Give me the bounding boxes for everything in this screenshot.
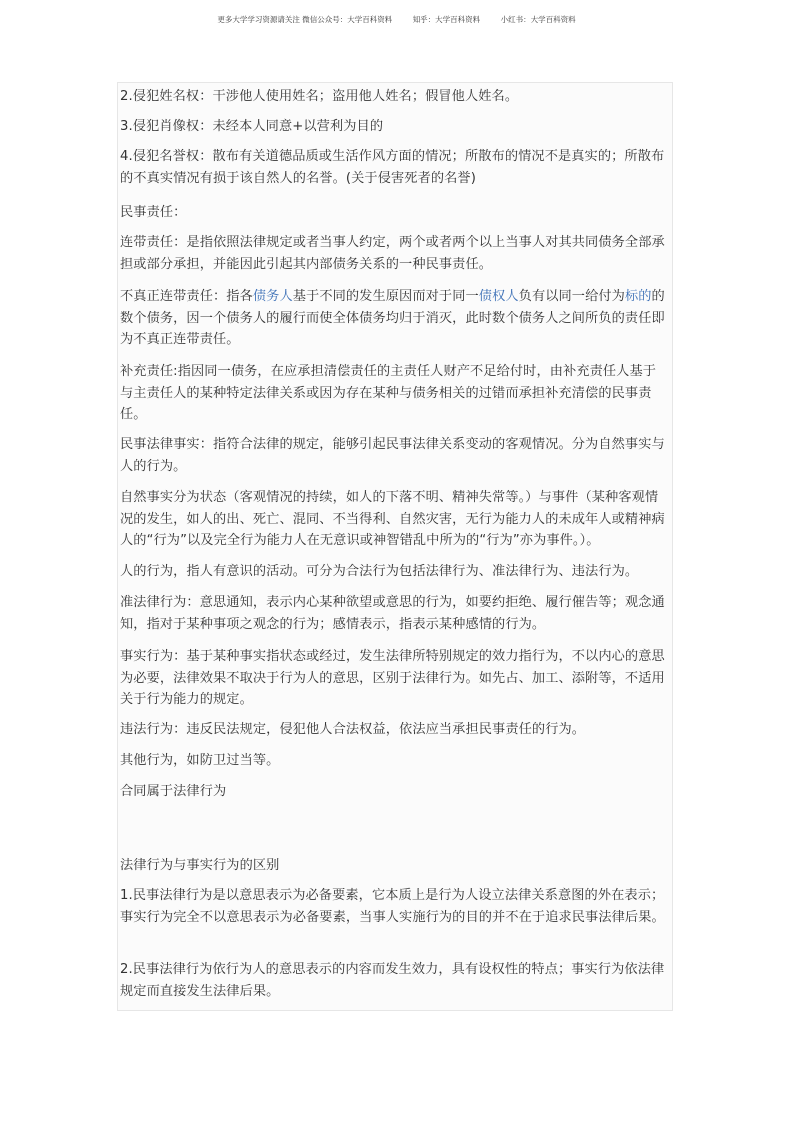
paragraph-quasi-legal-acts: 准法律行为：意思通知，表示内心某种欲望或意思的行为，如要约拒绝、履行催告等；观念通知，指对于某种事项之观念的行为；感情表示，指表示某种感情的行为。 (120, 595, 665, 632)
paragraph-natural-facts: 自然事实分为状态（客观情况的持续，如人的下落不明、精神失常等。）与事件（某种客观情况的发生，如人的出、死亡、混同、不当得利、自然灾害，无行为能力人的未成年人或精神病人的“行为”以及完全行为能力人在无意识或神智错乱中所为的“行为”亦为事件。）。 (120, 490, 665, 548)
paragraph-civil-liability-heading: 民事责任： (120, 205, 187, 220)
paragraph-contract-note: 合同属于法律行为 (120, 784, 227, 799)
p6-text-3: 负有以同一给付为 (518, 289, 625, 304)
subject-matter-link[interactable]: 标的 (624, 289, 652, 304)
p6-text-2: 基于不同的发生原因而对于同一 (292, 289, 479, 304)
paragraph-civil-legal-facts: 民事法律事实：指符合法律的规定，能够引起民事法律关系变动的客观情况。分为自然事实与人的行为。 (120, 437, 665, 474)
paragraph-reputation-right: 4.侵犯名誉权：散布有关道德品质或生活作风方面的情况；所散布的情况不是真实的；所散布的不真实情况有损于该自然人的名誉。(关于侵害死者的名誉) (120, 149, 665, 186)
paragraph-distinction-1: 1.民事法律行为是以意思表示为必备要素，它本质上是行为人设立法律关系意图的外在表示；事实行为完全不以意思表示为必备要素，当事人实施行为的目的并不在于追求民事法律后果。 (120, 888, 665, 925)
paragraph-supplementary-liability: 补充责任:指因同一债务，在应承担清偿责任的主责任人财产不足给付时，由补充责任人基于与主责任人的某种特定法律关系或因为存在某种与债务相关的过错而承担补充清偿的民事责任。 (120, 364, 657, 422)
paragraph-human-acts: 人的行为，指人有意识的活动。可分为合法行为包括法律行为、准法律行为、违法行为。 (120, 564, 639, 579)
paragraph-other-acts: 其他行为，如防卫过当等。 (120, 753, 280, 768)
paragraph-name-right: 2.侵犯姓名权：干涉他人使用姓名；盗用他人姓名；假冒他人姓名。 (120, 89, 519, 104)
paragraph-distinction-2: 2.民事法律行为依行为人的意思表示的内容而发生效力，具有设权性的特点；事实行为依法律规定而直接发生法律后果。 (120, 962, 665, 999)
content-box (117, 82, 673, 1011)
page-header (0, 14, 793, 25)
paragraph-portrait-right: 3.侵犯肖像权：未经本人同意+以营利为目的 (120, 119, 384, 134)
paragraph-illegal-acts: 违法行为：违反民法规定，侵犯他人合法权益，依法应当承担民事责任的行为。 (120, 722, 586, 737)
header-wechat-note: 更多大学学习资源请关注 微信公众号：大学百科资料 (217, 15, 393, 24)
paragraph-non-genuine-joint-liability (120, 286, 669, 351)
header-xiaohongshu-note: 小红书：大学百科资料 (500, 15, 576, 24)
p6-text-4: 的数个债务，因一个债务人的履行而使全体债务均归于消灭，此时数个债务人之间所负的责任即为不真正连带责任。 (120, 289, 665, 347)
p6-text-1: 不真正连带责任：指各 (120, 289, 253, 304)
section-heading-distinction: 法律行为与事实行为的区别 (120, 858, 280, 873)
paragraph-factual-acts: 事实行为：基于某种事实指状态或经过，发生法律所特别规定的效力指行为，不以内心的意思为必要，法律效果不取决于行为人的意思，区别于法律行为。如先占、加工、添附等，不适用关于行为能力的规定。 (120, 649, 665, 707)
paragraph-joint-liability: 连带责任：是指依照法律规定或者当事人约定，两个或者两个以上当事人对其共同债务全部承担或部分承担，并能因此引起其内部债务关系的一种民事责任。 (120, 235, 665, 272)
creditor-link[interactable]: 债权人 (478, 289, 519, 304)
header-zhihu-note: 知乎：大学百科资料 (412, 15, 481, 24)
debtor-link[interactable]: 债务人 (252, 289, 293, 304)
